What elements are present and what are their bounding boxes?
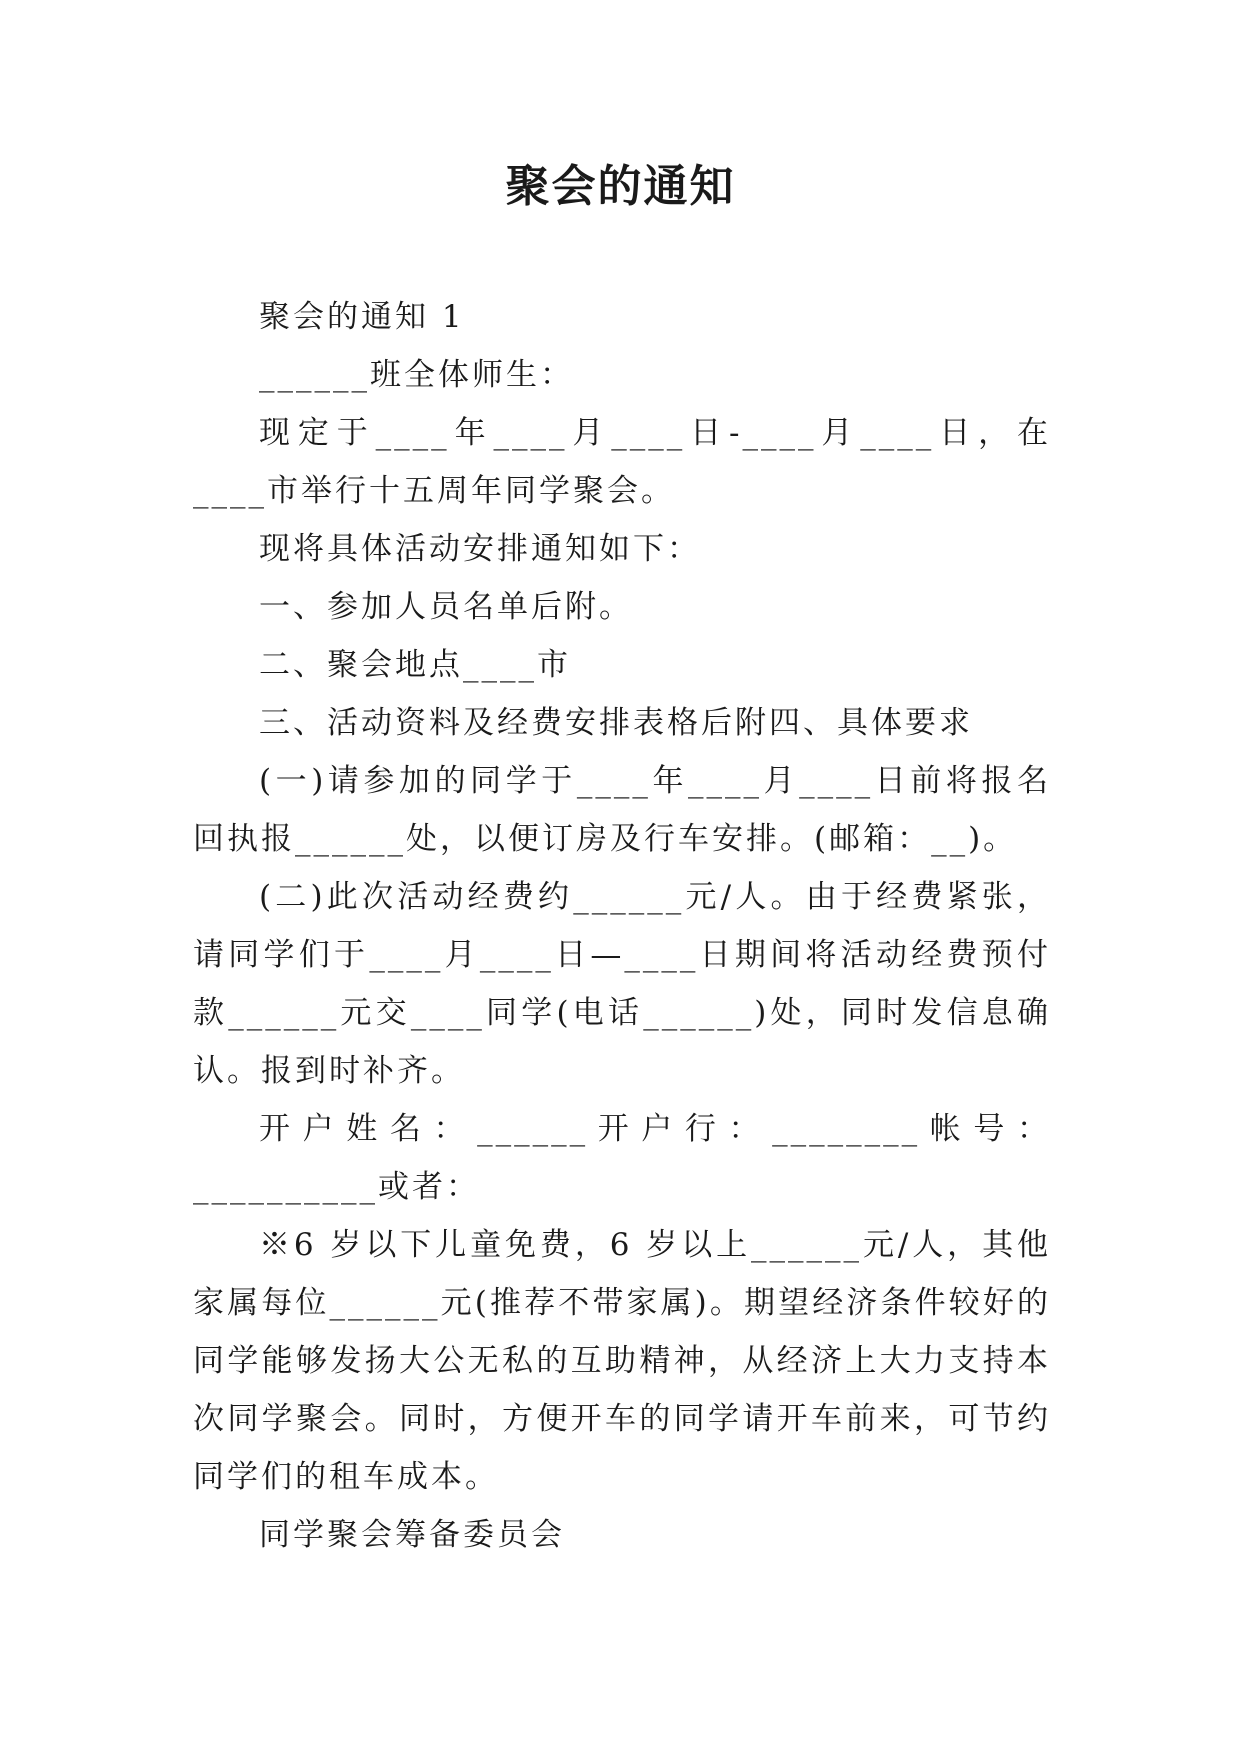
document-title: 聚会的通知 (505, 161, 736, 212)
paragraph-salutation: ______班全体师生： (259, 357, 574, 393)
paragraph-signature: 同学聚会筹备委员会 (259, 1517, 565, 1553)
document-body (193, 288, 1051, 1564)
paragraph-item-1: 一、参加人员名单后附。 (259, 589, 633, 625)
paragraph-item-3: 三、活动资料及经费安排表格后附四、具体要求 (259, 705, 973, 741)
paragraph-requirement-2: (二)此次活动经费约______元/人。由于经费紧张，请同学们于____月____日—____日期间将活动经费预付款______元交____同学(电话______)处，同时发信息确认。报到时补齐。 (193, 879, 1051, 1089)
paragraph-intro: 现将具体活动安排通知如下： (259, 531, 701, 567)
paragraph-requirement-1: (一)请参加的同学于____年____月____日前将报名回执报______处，以便订房及行车安排。(邮箱：__)。 (193, 763, 1051, 857)
paragraph-bank-info: 开户姓名：______开户行：________帐号：__________或者： (193, 1111, 1051, 1205)
paragraph-subtitle: 聚会的通知 1 (259, 299, 465, 335)
paragraph-announcement: 现定于____年____月____日-____月____日，在____市举行十五周年同学聚会。 (193, 415, 1051, 509)
paragraph-note: ※6 岁以下儿童免费，6 岁以上______元/人，其他家属每位______元(推荐不带家属)。期望经济条件较好的同学能够发扬大公无私的互助精神，从经济上大力支持本次同学聚会。同时，方便开车的同学请开车前来，可节约同学们的租车成本。 (193, 1227, 1051, 1495)
paragraph-item-2: 二、聚会地点____市 (259, 647, 571, 683)
